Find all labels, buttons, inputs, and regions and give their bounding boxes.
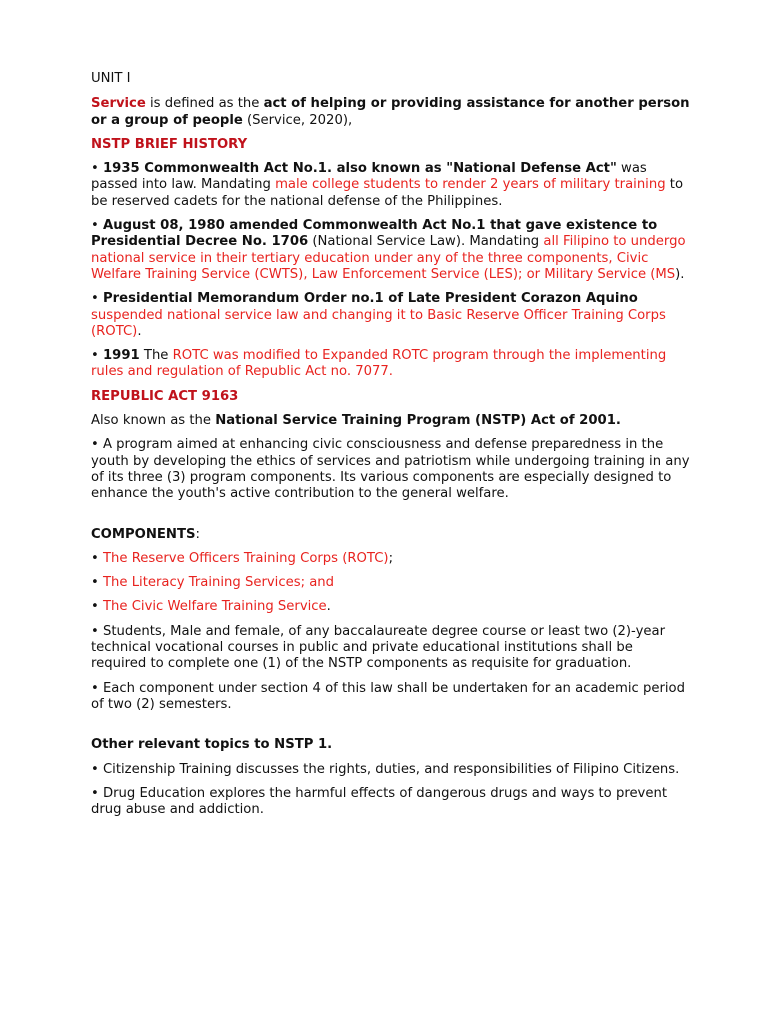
history-item-2-bold: August 08, 1980 amended Commonwealth Act No.1 that gave existence to Presidential Decree No. 1706 [91, 218, 658, 250]
service-text-2: (Service, 2020), [242, 112, 353, 128]
document-page [91, 71, 691, 826]
service-definition [91, 96, 691, 129]
ra-aka [91, 413, 691, 429]
service-text-1: is defined as the [145, 96, 264, 112]
service-term: Service [91, 96, 146, 112]
ra-description: • A program aimed at enhancing civic consciousness and defense preparedness in the youth by developing the ethics of services and patriotism while undergoing training in any of its three (3) program components. Its various components are especially designed to enhance the youth's active contribution to the general welfare. [91, 437, 690, 502]
ra-aka-text: Also known as the [91, 413, 216, 429]
students-note: • Students, Male and female, of any baccalaureate degree course or least two (2)-year technical vocational courses in public and private educational institutions shall be required to complete one (1) of the NSTP components as requisite for graduation. [91, 623, 665, 672]
topic-item: • Drug Education explores the harmful effects of dangerous drugs and ways to prevent drug abuse and addiction. [91, 785, 668, 818]
unit-title: UNIT I [91, 71, 131, 86]
other-topics-heading-bold: Other relevant topics to NSTP 1. [91, 737, 333, 753]
ra-aka-bold: National Service Training Program (NSTP) Act of 2001. [215, 413, 621, 429]
service-bold: act of helping or providing assistance for another person or a group of people [91, 96, 690, 128]
history-item-1-bold: 1935 Commonwealth Act No.1. also known as "National Defense Act" [102, 161, 617, 177]
history-item-1 [91, 161, 691, 210]
history-item-4-text: The [139, 348, 173, 364]
topic-item: • Citizenship Training discusses the rights, duties, and responsibilities of Filipino Citizens. [91, 761, 680, 777]
component-item [91, 575, 691, 591]
component-name: The Literacy Training Services; and [102, 575, 335, 591]
ra-heading: REPUBLIC ACT 9163 [91, 388, 239, 404]
history-item-3-bold: Presidential Memorandum Order no.1 of Late President Corazon Aquino [102, 291, 638, 307]
component-tail: . [326, 599, 331, 615]
history-item-1-text: was passed into law. Mandating [91, 161, 647, 193]
component-item [91, 599, 691, 615]
history-item-1-tail: to be reserved cadets for the national defense of the Philippines. [91, 177, 684, 209]
bullet: • [91, 575, 103, 591]
history-item-4 [91, 348, 691, 381]
component-item [91, 551, 691, 567]
history-item-1-red: male college students to render 2 years of military training [275, 177, 666, 193]
history-item-2-tail: ). [675, 266, 685, 282]
history-item-4-red: ROTC was modified to Expanded ROTC program through the implementing rules and regulation of Republic Act no. 7077. [91, 348, 667, 380]
history-item-3-tail: . [137, 323, 142, 339]
component-name: The Reserve Officers Training Corps (ROTC) [102, 550, 389, 566]
history-item-3-red: suspended national service law and changing it to Basic Reserve Officer Training Corps (ROTC) [91, 307, 666, 339]
bullet: • [91, 291, 103, 307]
other-topics-heading [91, 737, 691, 753]
history-item-2-red: all Filipino to undergo national service in their tertiary education under any of the three components, Civic Welfare Training Service (CWTS), Law Enforcement Service (LES); or Military Service (MS [91, 234, 686, 282]
component-name: The Civic Welfare Training Service [102, 599, 327, 615]
bullet: • [91, 161, 103, 177]
history-item-2-text: (National Service Law). Mandating [308, 234, 544, 250]
components-heading-bold: COMPONENTS [91, 526, 196, 542]
spacer [91, 721, 691, 737]
component-tail: ; [388, 550, 394, 566]
components-heading-colon: : [195, 526, 200, 542]
history-item-3 [91, 291, 691, 340]
bullet: • [91, 550, 103, 566]
history-item-4-bold: 1991 [102, 348, 140, 364]
history-item-2 [91, 218, 691, 283]
components-heading [91, 527, 691, 543]
semester-note: • Each component under section 4 of this law shall be undertaken for an academic period of two (2) semesters. [91, 680, 685, 712]
history-heading: NSTP BRIEF HISTORY [91, 136, 248, 152]
bullet: • [91, 348, 103, 364]
bullet: • [91, 599, 103, 615]
bullet: • [91, 218, 103, 234]
spacer [91, 511, 691, 527]
